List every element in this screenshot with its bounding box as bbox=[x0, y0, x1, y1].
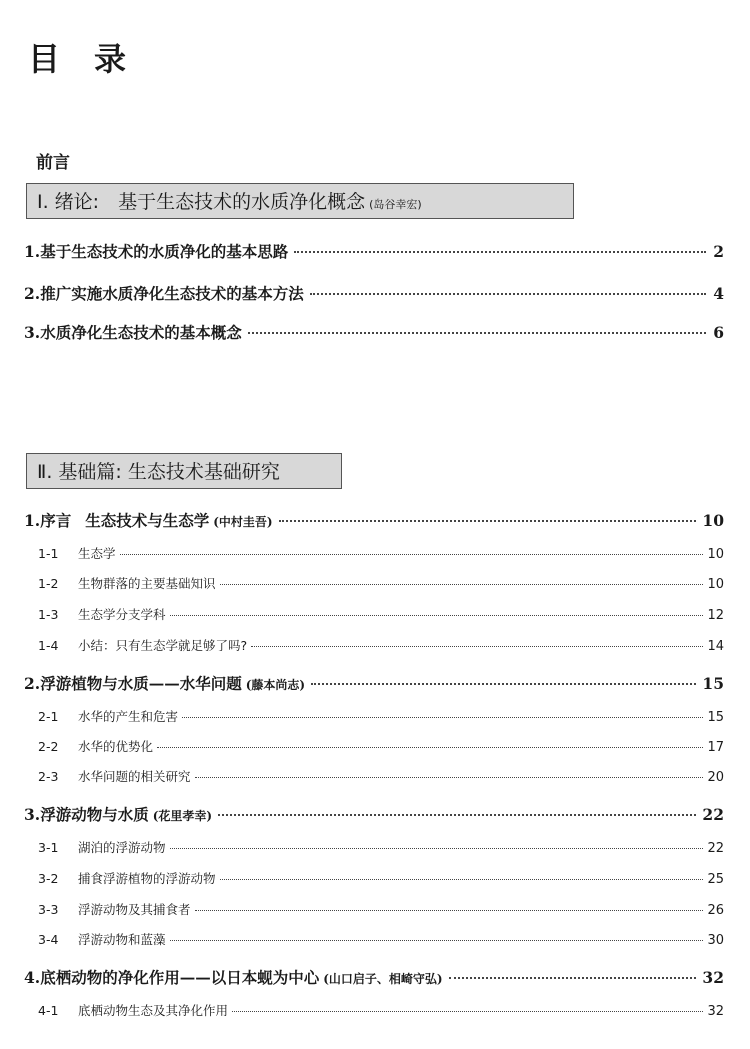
dot-leader bbox=[195, 910, 704, 911]
entry-page: 2 bbox=[713, 242, 724, 261]
chapter-number: 3. bbox=[24, 805, 41, 824]
chapter-author: (山口启子、相崎守弘) bbox=[323, 972, 443, 986]
toc-section[interactable] bbox=[38, 544, 724, 562]
toc-section[interactable] bbox=[38, 1001, 724, 1019]
entry-page: 4 bbox=[713, 284, 724, 303]
chapter-subtitle: 生态技术与生态学 bbox=[85, 511, 210, 530]
section-title: 捕食浮游植物的浮游动物 bbox=[78, 871, 216, 886]
section-page: 10 bbox=[707, 547, 724, 562]
entry-title: 基于生态技术的水质净化的基本思路 bbox=[40, 242, 289, 261]
section-page: 25 bbox=[707, 872, 724, 887]
toc-preface[interactable]: 前言 bbox=[36, 153, 70, 173]
toc-section[interactable] bbox=[38, 737, 724, 755]
chapter-title: 序言 bbox=[40, 511, 72, 530]
section-number: 1-3 bbox=[38, 607, 59, 622]
dot-leader bbox=[218, 814, 696, 816]
section-page: 15 bbox=[707, 710, 724, 725]
page-title-char-2: 录 bbox=[94, 40, 129, 78]
section-number: 2-1 bbox=[38, 709, 59, 724]
section-number: 2-3 bbox=[38, 769, 59, 784]
dot-leader bbox=[279, 520, 697, 522]
page-title bbox=[28, 34, 128, 80]
section-title: 水华的优势化 bbox=[78, 739, 154, 754]
section-number: 3-4 bbox=[38, 932, 59, 947]
toc-section[interactable] bbox=[38, 869, 724, 887]
section-page: 12 bbox=[707, 608, 724, 623]
entry-page: 6 bbox=[713, 323, 724, 342]
dot-leader bbox=[170, 940, 704, 941]
section-number: 1-1 bbox=[38, 546, 59, 561]
section-page: 26 bbox=[707, 903, 724, 918]
dot-leader bbox=[220, 879, 704, 880]
section-title: 生态学分支学科 bbox=[78, 607, 166, 622]
section-title: 生物群落的主要基础知识 bbox=[78, 576, 216, 591]
section-title: 浮游动物和蓝藻 bbox=[78, 932, 166, 947]
dot-leader bbox=[294, 251, 706, 253]
entry-title: 推广实施水质净化生态技术的基本方法 bbox=[40, 284, 304, 303]
part-1-header[interactable] bbox=[26, 183, 574, 219]
dot-leader bbox=[195, 777, 704, 778]
toc-section[interactable] bbox=[38, 767, 724, 785]
chapter-page: 32 bbox=[702, 968, 724, 987]
section-number: 1-2 bbox=[38, 576, 59, 591]
section-page: 20 bbox=[707, 770, 724, 785]
section-number: 1-4 bbox=[38, 638, 59, 653]
chapter-number: 4. bbox=[24, 968, 41, 987]
toc-section[interactable] bbox=[38, 605, 724, 623]
toc-chapter[interactable] bbox=[24, 672, 724, 694]
section-title: 生态学 bbox=[78, 546, 116, 561]
section-page: 30 bbox=[707, 933, 724, 948]
section-page: 22 bbox=[707, 841, 724, 856]
chapter-title: 浮游植物与水质——水华问题 bbox=[40, 674, 242, 693]
chapter-author: (藤本尚志) bbox=[245, 678, 306, 692]
section-page: 17 bbox=[707, 740, 724, 755]
entry-number: 2. bbox=[24, 284, 41, 303]
section-title: 水华的产生和危害 bbox=[78, 709, 179, 724]
dot-leader bbox=[157, 747, 703, 748]
section-number: 2-2 bbox=[38, 739, 59, 754]
dot-leader bbox=[311, 683, 696, 685]
chapter-author: (花里孝幸) bbox=[152, 809, 213, 823]
part-1-author: (岛谷幸宏) bbox=[369, 198, 422, 211]
dot-leader bbox=[232, 1011, 703, 1012]
toc-section[interactable] bbox=[38, 707, 724, 725]
dot-leader bbox=[310, 293, 706, 295]
section-title: 浮游动物及其捕食者 bbox=[78, 902, 191, 917]
toc-entry[interactable] bbox=[24, 321, 724, 343]
chapter-page: 22 bbox=[702, 805, 724, 824]
toc-chapter[interactable] bbox=[24, 509, 724, 531]
dot-leader bbox=[170, 615, 704, 616]
part-2-label: Ⅱ. 基础篇: 生态技术基础研究 bbox=[37, 461, 280, 483]
section-title: 小结：只有生态学就足够了吗? bbox=[78, 638, 248, 653]
toc-chapter[interactable] bbox=[24, 966, 724, 988]
part-1-label: Ⅰ. 绪论: 基于生态技术的水质净化概念 bbox=[37, 191, 366, 213]
section-page: 32 bbox=[707, 1004, 724, 1019]
entry-number: 3. bbox=[24, 323, 41, 342]
section-page: 10 bbox=[707, 577, 724, 592]
dot-leader bbox=[251, 646, 703, 647]
toc-entry[interactable] bbox=[24, 282, 724, 304]
section-title: 水华问题的相关研究 bbox=[78, 769, 191, 784]
part-2-header[interactable] bbox=[26, 453, 342, 489]
chapter-title: 浮游动物与水质 bbox=[40, 805, 149, 824]
page-title-char-1: 目 bbox=[28, 40, 63, 78]
section-number: 3-1 bbox=[38, 840, 59, 855]
entry-title: 水质净化生态技术的基本概念 bbox=[40, 323, 242, 342]
chapter-page: 10 bbox=[702, 511, 724, 530]
dot-leader bbox=[449, 977, 697, 979]
dot-leader bbox=[248, 332, 706, 334]
toc-section[interactable] bbox=[38, 636, 724, 654]
section-number: 3-2 bbox=[38, 871, 59, 886]
chapter-title: 底栖动物的净化作用——以日本蚬为中心 bbox=[40, 968, 320, 987]
entry-number: 1. bbox=[24, 242, 41, 261]
toc-section[interactable] bbox=[38, 900, 724, 918]
chapter-author: (中村圭吾) bbox=[213, 515, 273, 529]
dot-leader bbox=[182, 717, 703, 718]
dot-leader bbox=[220, 584, 704, 585]
section-page: 14 bbox=[707, 639, 724, 654]
dot-leader bbox=[170, 848, 704, 849]
section-number: 4-1 bbox=[38, 1003, 59, 1018]
section-title: 湖泊的浮游动物 bbox=[78, 840, 166, 855]
section-title: 底栖动物生态及其净化作用 bbox=[78, 1003, 229, 1018]
chapter-number: 2. bbox=[24, 674, 41, 693]
toc-entry[interactable] bbox=[24, 240, 724, 262]
toc-section[interactable] bbox=[38, 930, 724, 948]
dot-leader bbox=[120, 554, 704, 555]
section-number: 3-3 bbox=[38, 902, 59, 917]
toc-chapter[interactable] bbox=[24, 803, 724, 825]
toc-section[interactable] bbox=[38, 574, 724, 592]
chapter-number: 1. bbox=[24, 511, 41, 530]
chapter-page: 15 bbox=[702, 674, 724, 693]
toc-section[interactable] bbox=[38, 838, 724, 856]
